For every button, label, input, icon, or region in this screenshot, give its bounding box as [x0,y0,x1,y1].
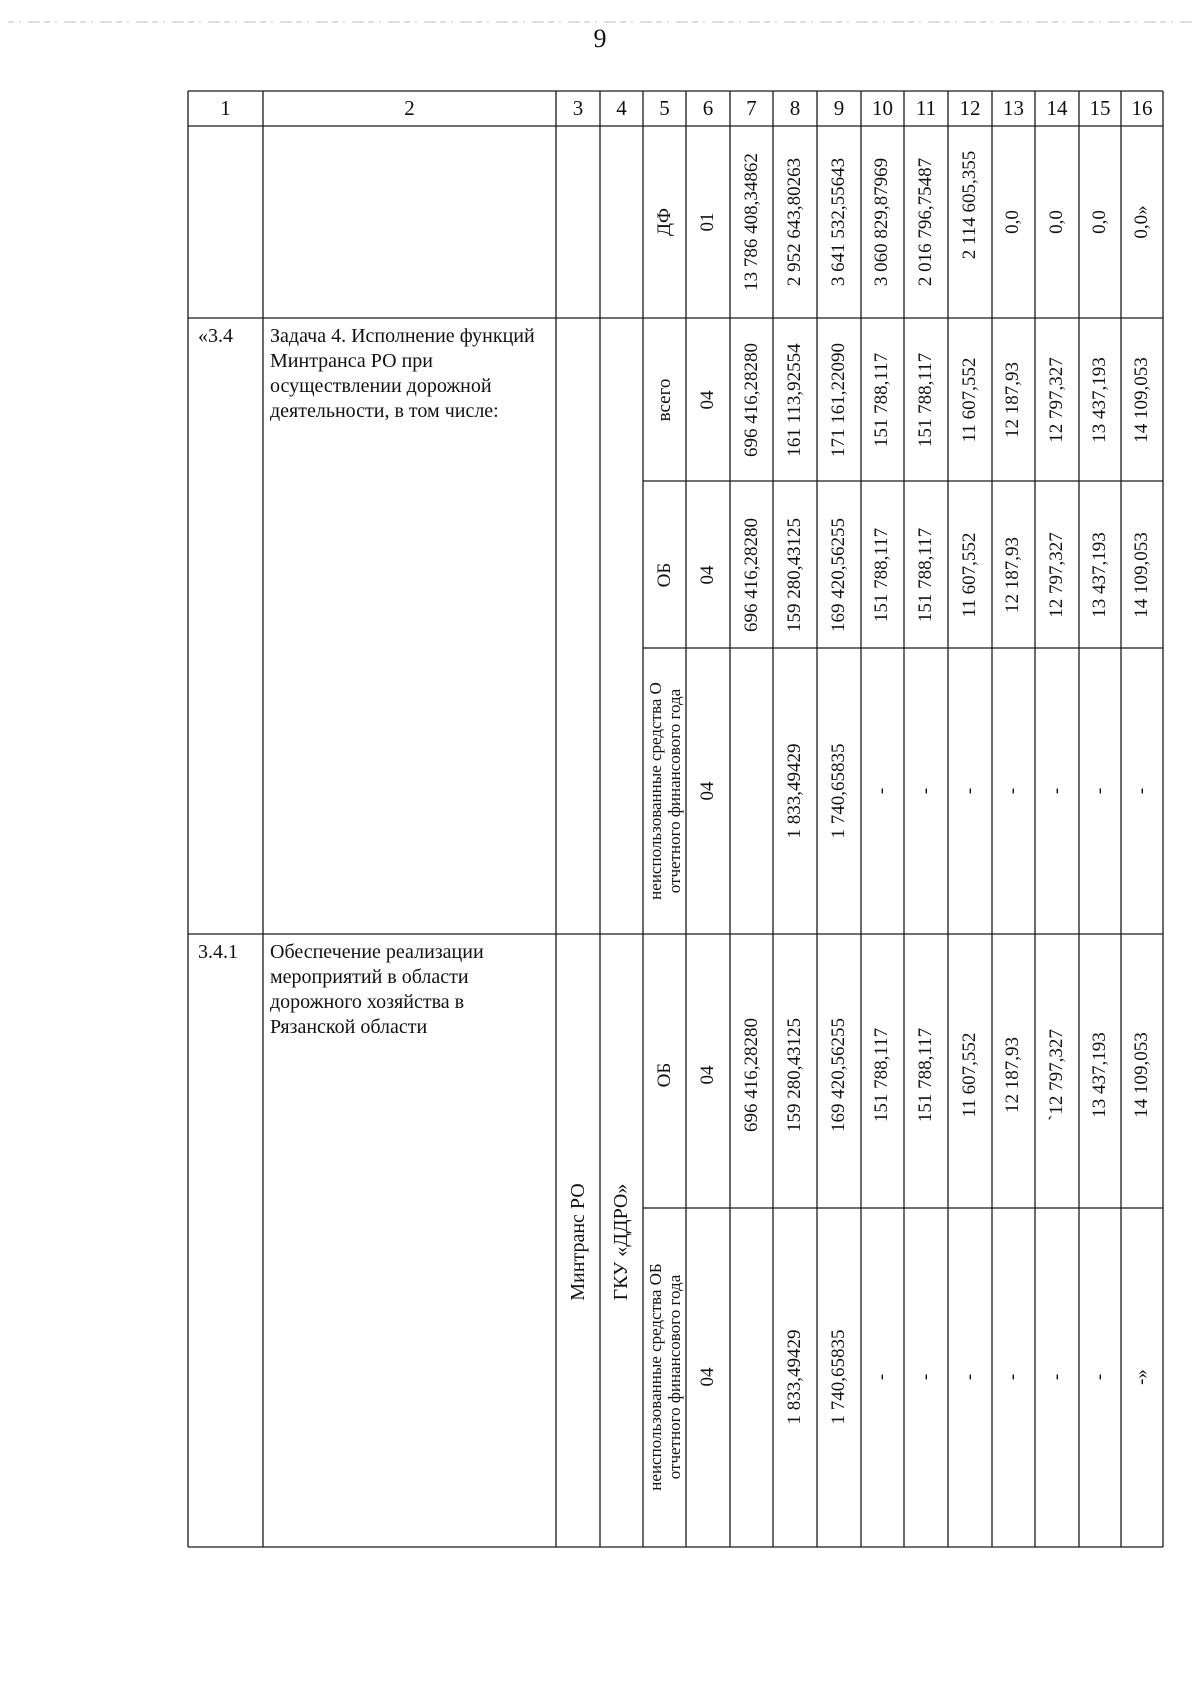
task341-rowB-source-line1: неиспользованные средства ОБ [646,1263,665,1491]
task34-row3-col11: - [915,787,936,795]
block1-value-col16: 0,0» [1131,205,1152,239]
task34-row2-col11: 151 788,117 [915,527,936,623]
task34-row1-col9: 171 161,22090 [828,343,849,457]
header-col-13: 13 [1003,96,1024,120]
block1-value-col8: 2 952 643,80263 [784,157,805,287]
header-col-16: 16 [1131,96,1153,120]
block1-value-col9: 3 641 532,55643 [828,157,849,287]
task34-row1-col16: 14 109,053 [1131,357,1152,443]
header-col-2: 2 [404,96,415,120]
task34-row2-col15: 13 437,193 [1089,532,1110,618]
task34-row2-col8: 159 280,43125 [784,518,805,632]
task34-row2-col14: 12 797,327 [1046,532,1067,618]
task34-row2-source: ОБ [654,562,675,588]
task341-rowA-col10: 151 788,117 [871,1027,892,1123]
task34-row1-col8: 161 113,92554 [784,343,805,457]
task34-row3-col16: - [1131,787,1152,795]
header-col-8: 8 [789,96,801,120]
block1-value-col10: 3 060 829,87969 [871,157,892,287]
task341-rowB-col14: - [1046,1373,1067,1381]
task34-row1-code: 04 [697,390,718,410]
task34-row3-col13: - [1002,787,1023,795]
block1-value-col15: 0,0 [1089,210,1110,234]
task341-rowA-col8: 159 280,43125 [784,1018,805,1132]
task341-executor-mintrans: Минтранс РО [567,1183,589,1301]
task341-rowB-col9: 1 740,65835 [828,1329,849,1425]
task341-rowA-col14: `12 797,327 [1046,1029,1067,1121]
task34-row2-code: 04 [697,565,718,585]
block1-code: 01 [697,212,718,232]
task34-row3-code: 04 [697,781,718,801]
task341-title: Обеспечение реализации мероприятий в области дорожного хозяйства в Рязанской области [270,941,484,1038]
task34-row1-col11: 151 788,117 [915,352,936,448]
header-col-15: 15 [1089,96,1111,120]
task34-title: Задача 4. Исполнение функций Минтранса РО при осуществлении дорожной деятельности, в том числе: [270,325,535,422]
task34-row2-col12: 11 607,552 [959,532,980,618]
task341-rowA-col11: 151 788,117 [915,1027,936,1123]
header-col-9: 9 [833,96,845,120]
header-col-14: 14 [1046,96,1068,120]
task341-rowA-code: 04 [697,1065,718,1085]
task34-row1-col10: 151 788,117 [871,352,892,448]
task34-number: «3.4 [198,325,233,347]
task34-row3-source-line2: отчетного финансового года [665,688,684,894]
task34-row3-col14: - [1046,787,1067,795]
task34-row2-col16: 14 109,053 [1131,532,1152,618]
block1-source: ДФ [654,208,675,236]
task341-rowA-col9: 169 420,56255 [828,1018,849,1132]
task341-rowB-col10: - [871,1373,892,1381]
header-col-4: 4 [616,96,627,120]
task34-row3-col15: - [1089,787,1110,795]
task34-row3-source [646,682,684,900]
task34-row3-source-line1: неиспользованные средства О [646,682,665,900]
task341-executor-gku: ГКУ «ДДРО» [610,1183,632,1301]
header-col-5: 5 [659,96,670,120]
task341-rowB-col12: - [959,1373,980,1381]
task341-rowB-source-line2: отчетного финансового года [665,1274,684,1480]
task341-rowA-col16: 14 109,053 [1131,1032,1152,1118]
task341-rowA-col7: 696 416,28280 [741,1018,762,1132]
block1-value-col13: 0,0 [1002,210,1023,234]
task34-row1-col15: 13 437,193 [1089,357,1110,443]
header-col-10: 10 [872,96,893,120]
task34-row3-col10: - [871,787,892,795]
task34-row1-col13: 12 187,93 [1002,362,1023,438]
task34-row3-col8: 1 833,49429 [784,743,805,839]
header-col-12: 12 [959,96,981,120]
task34-row1-col14: 12 797,327 [1046,357,1067,443]
block1-value-col11: 2 016 796,75487 [915,157,936,287]
task34-row2-col10: 151 788,117 [871,527,892,623]
task341-rowB-col8: 1 833,49429 [784,1329,805,1425]
task341-rowA-col12: 11 607,552 [959,1032,980,1118]
scan-noise-top [8,12,1192,18]
header-col-3: 3 [572,96,584,120]
header-col-7: 7 [746,96,757,120]
task341-rowA-col15: 13 437,193 [1089,1032,1110,1118]
task34-row2-col13: 12 187,93 [1002,537,1023,613]
task341-rowB-col11: - [915,1373,936,1381]
task341-rowB-col15: - [1089,1373,1110,1381]
task34-row2-col9: 169 420,56255 [828,518,849,632]
header-col-1: 1 [220,96,231,120]
task341-rowA-col13: 12 187,93 [1002,1037,1023,1113]
task34-row3-col9: 1 740,65835 [828,743,849,839]
task341-rowB-source [646,1263,684,1490]
task341-number: 3.4.1 [198,941,238,963]
block1-value-col7: 13 786 408,34862 [741,153,762,291]
task341-rowB-col13: - [1002,1373,1023,1381]
block1-value-col12: 2 114 605,355 [959,150,980,260]
header-col-11: 11 [915,96,937,120]
task341-rowB-code: 04 [697,1367,718,1387]
task34-row3-col12: - [959,787,980,795]
block1-value-col14: 0,0 [1046,210,1067,234]
task34-row1-col12: 11 607,552 [959,357,980,443]
task34-row1-source: всего [654,378,675,422]
page-number: 9 [593,24,607,53]
task34-row2-col7: 696 416,28280 [741,518,762,632]
task341-rowB-col16: -» [1131,1369,1152,1385]
task341-rowA-source: ОБ [654,1062,675,1088]
header-col-6: 6 [702,96,714,120]
task34-row1-col7: 696 416,28280 [741,343,762,457]
